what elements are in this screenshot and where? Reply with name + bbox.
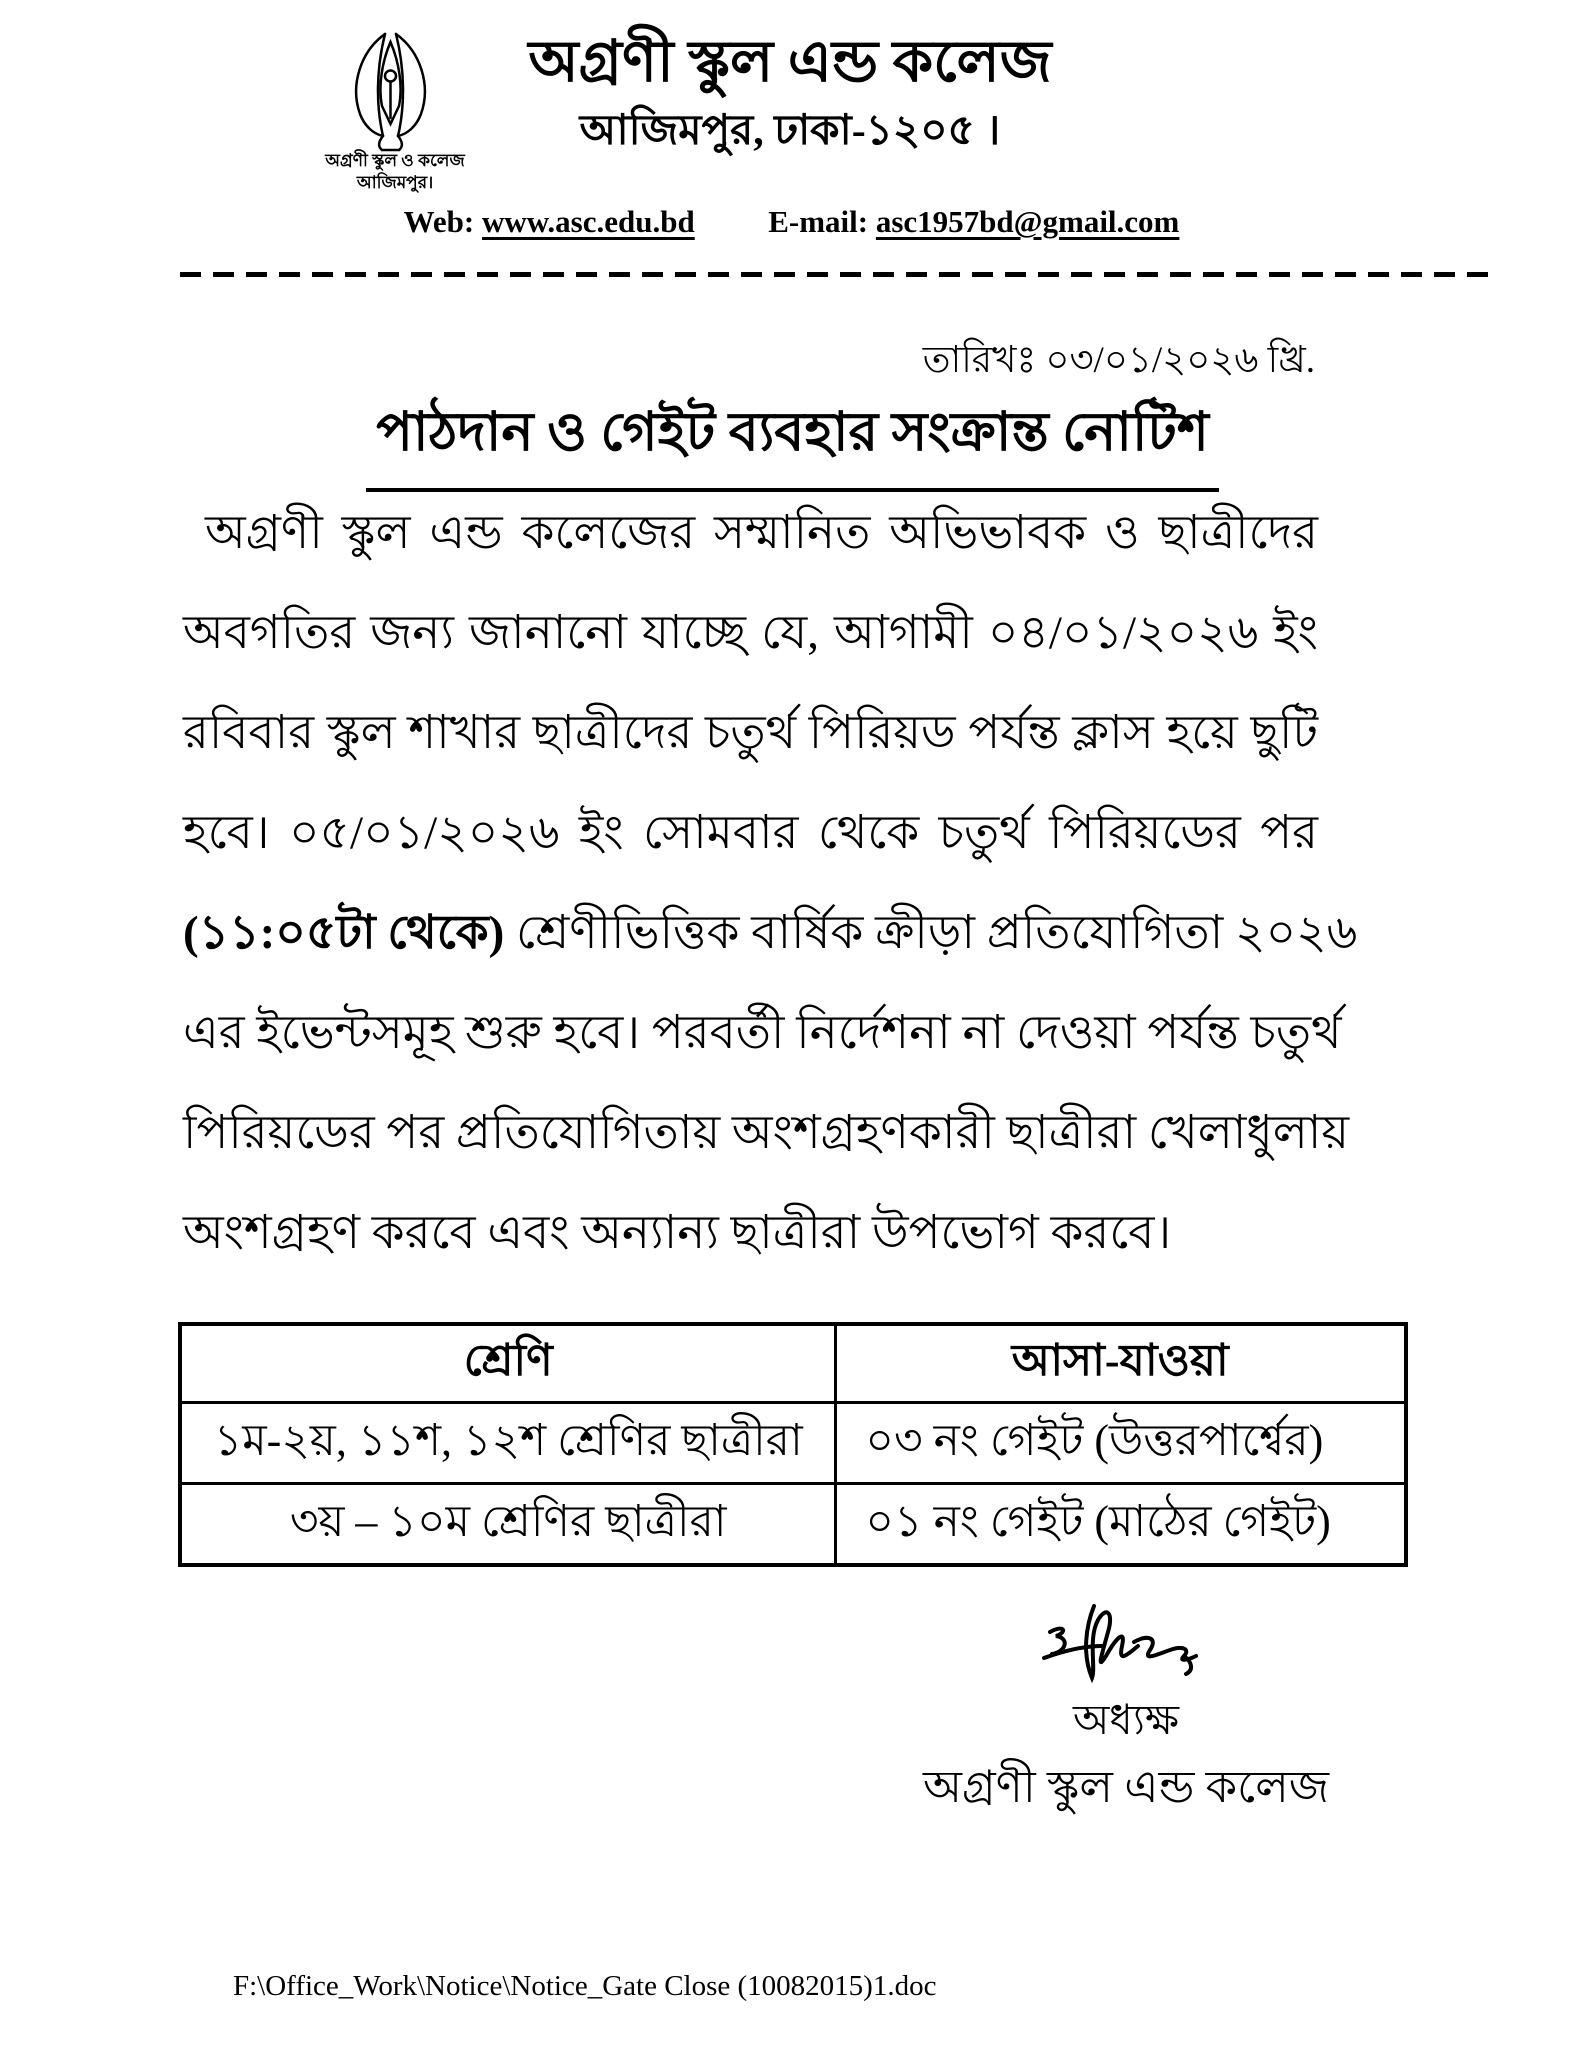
logo-caption-line1: অগ্রণী স্কুল ও কলেজ [325, 151, 465, 170]
body-line-6: এর ইভেন্টসমূহ শুরু হবে। পরবর্তী নির্দেশনা না দেওয়া পর্যন্ত চতুর্থ [183, 1007, 1342, 1059]
body-line-5-time: (১১:০৫টা থেকে) [183, 907, 505, 959]
body-line-5 [183, 883, 1358, 983]
contact-line [0, 204, 1583, 240]
body-line-1: অগ্রণী স্কুল এন্ড কলেজের সম্মানিত অভিভাবক ও ছাত্রীদের [205, 507, 1318, 559]
footer-file-path: F:\Office_Work\Notice\Notice_Gate Close (10082015)1.doc [233, 1970, 937, 2002]
body-line-4: হবে। ০৫/০১/২০২৬ ইং সোমবার থেকে চতুর্থ পিরিয়ডের পর [183, 807, 1318, 859]
table-cell-class-2: ৩য় – ১০ম শ্রেণির ছাত্রীরা [180, 1484, 836, 1566]
email-address: asc1957bd@gmail.com [875, 204, 1180, 239]
table-row [180, 1484, 1406, 1566]
notice-body [183, 483, 1358, 1283]
body-line-3: রবিবার স্কুল শাখার ছাত্রীদের চতুর্থ পিরিয়ড পর্যন্ত ক্লাস হয়ে ছুটি [183, 707, 1318, 759]
table-header-class: শ্রেণি [180, 1324, 836, 1403]
body-line-8: অংশগ্রহণ করবে এবং অন্যান্য ছাত্রীরা উপভোগ করবে। [183, 1207, 1172, 1259]
web-url: www.asc.edu.bd [481, 204, 695, 239]
body-line-2: অবগতির জন্য জানানো যাচ্ছে যে, আগামী ০৪/০১/২০২৬ ইং [183, 607, 1318, 659]
body-line-5-rest: শ্রেণীভিত্তিক বার্ষিক ক্রীড়া প্রতিযোগিতা ২০২৬ [504, 907, 1358, 959]
gate-table [178, 1322, 1408, 1567]
logo-caption-line2: আজিমপুর। [356, 173, 434, 192]
school-name: অগ্রণী স্কুল এন্ড কলেজ [528, 29, 1052, 94]
signature-organization: অগ্রণী স্কুল এন্ড কলেজ [923, 1762, 1329, 1812]
signature-icon [1036, 1598, 1216, 1693]
notice-title: পাঠদান ও গেইট ব্যবহার সংক্রান্ত নোটিশ [366, 390, 1219, 492]
school-address: আজিমপুর, ঢাকা-১২০৫ । [579, 108, 1001, 154]
web-label: Web: [403, 204, 475, 239]
pen-nib-icon [338, 30, 443, 152]
principal-designation: অধ্যক্ষ [1072, 1698, 1180, 1744]
header-divider [180, 272, 1500, 277]
table-row [180, 1403, 1406, 1484]
table-header-gate: আসা-যাওয়া [836, 1324, 1406, 1403]
table-cell-class-1: ১ম-২য়, ১১শ, ১২শ শ্রেণির ছাত্রীরা [180, 1403, 836, 1484]
table-header-row [180, 1324, 1406, 1403]
date-line: তারিখঃ ০৩/০১/২০২৬ খ্রি. [922, 340, 1315, 381]
signature-block [908, 1598, 1344, 1815]
school-logo [338, 30, 443, 157]
table-cell-gate-2: ০১ নং গেইট (মাঠের গেইট) [836, 1484, 1406, 1566]
title-wrap [175, 390, 1410, 492]
body-line-7: পিরিয়ডের পর প্রতিযোগিতায় অংশগ্রহণকারী ছাত্রীরা খেলাধুলায় [183, 1107, 1350, 1159]
table-cell-gate-1: ০৩ নং গেইট (উত্তরপার্শ্বের) [836, 1403, 1406, 1484]
email-label: E-mail: [768, 204, 869, 239]
